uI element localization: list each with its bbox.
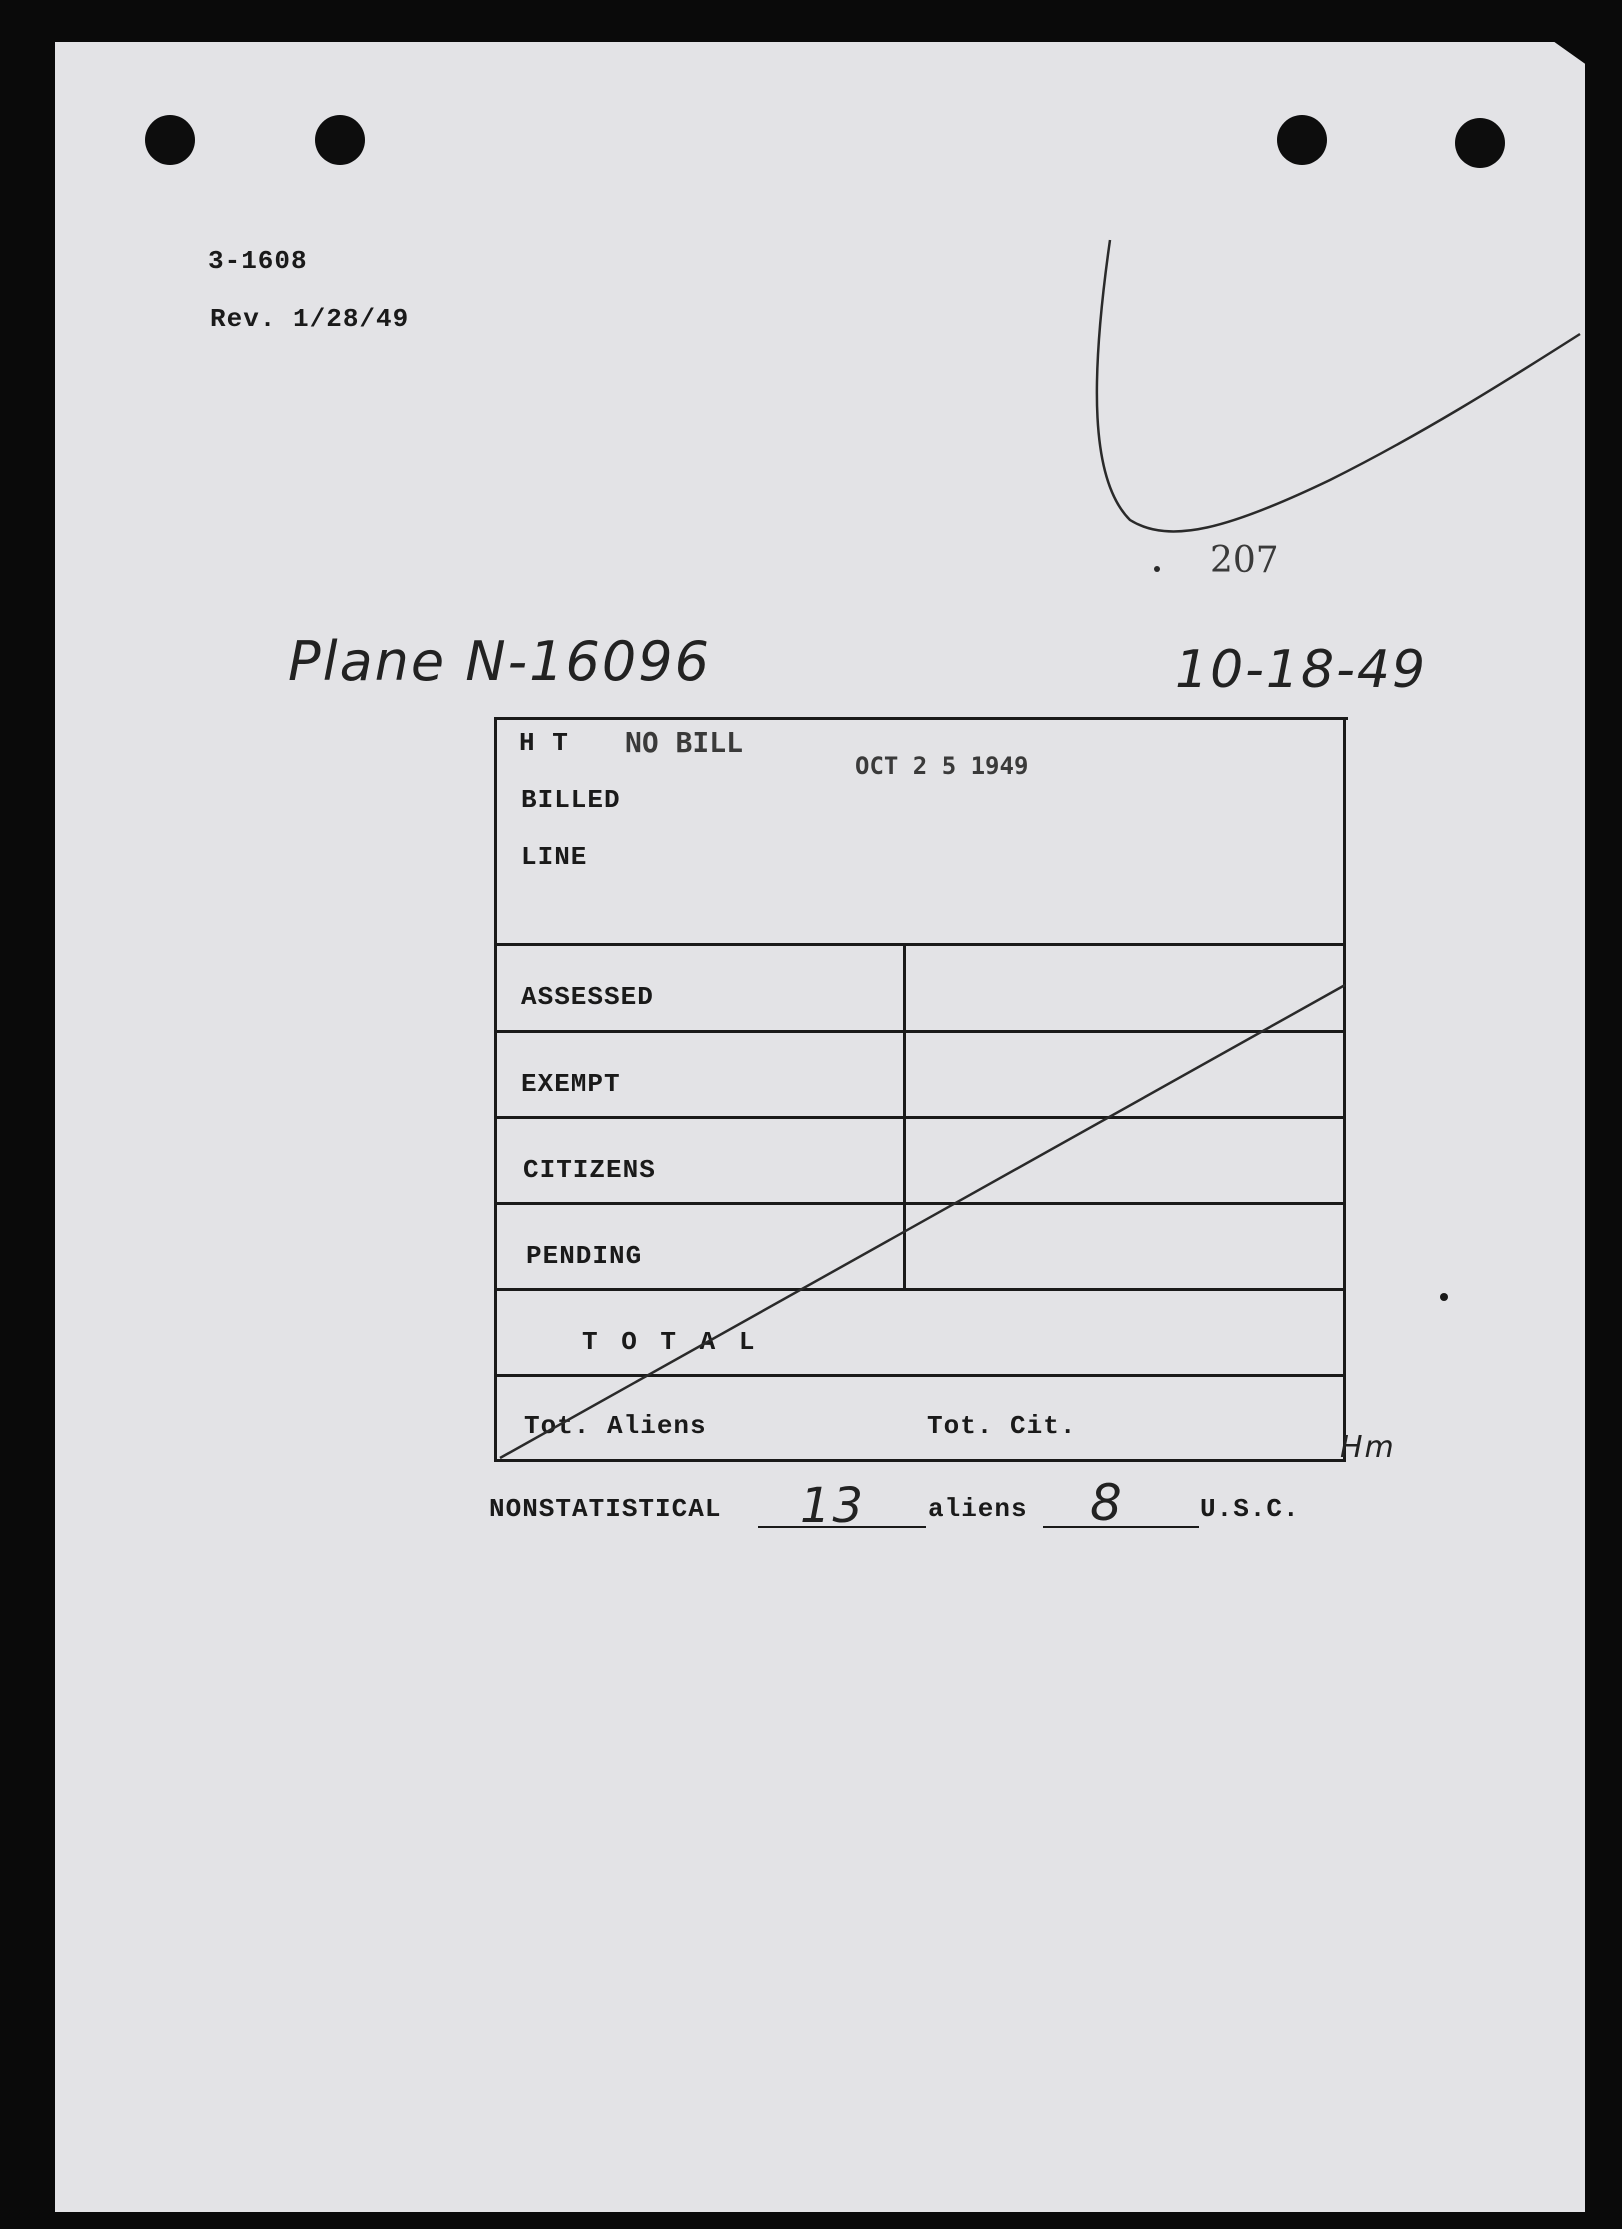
row-label-exempt: EXEMPT <box>521 1069 621 1099</box>
tot-aliens-label: Tot. Aliens <box>524 1411 707 1441</box>
handwritten-vessel: Plane N-16096 <box>288 630 711 693</box>
page-number: 207 <box>1210 540 1279 581</box>
ht-label: H T <box>519 728 569 758</box>
handwritten-initials: Hm <box>1340 1430 1396 1465</box>
pen-curve-mark <box>1097 240 1580 531</box>
form-number: 3-1608 <box>208 246 308 276</box>
aliens-label: aliens <box>928 1494 1028 1524</box>
usc-count-value: 8 <box>1090 1474 1124 1532</box>
nonstatistical-label: NONSTATISTICAL <box>489 1494 722 1524</box>
stray-dot <box>1440 1293 1448 1301</box>
total-label: T O T A L <box>582 1327 759 1357</box>
usc-label: U.S.C. <box>1200 1494 1300 1524</box>
received-date-stamp: OCT 2 5 1949 <box>855 752 1029 780</box>
tot-cit-label: Tot. Cit. <box>927 1411 1077 1441</box>
row-label-citizens: CITIZENS <box>523 1155 656 1185</box>
billed-label: BILLED <box>521 785 621 815</box>
row-label-assessed: ASSESSED <box>521 982 654 1012</box>
no-bill-stamp: NO BILL <box>625 726 744 759</box>
form-revision: Rev. 1/28/49 <box>210 304 410 334</box>
aliens-count-value: 13 <box>800 1478 866 1534</box>
tick-mark <box>1154 566 1160 572</box>
cancel-diagonal-line <box>500 985 1345 1458</box>
handwritten-date: 10-18-49 <box>1175 640 1428 700</box>
row-label-pending: PENDING <box>526 1241 643 1271</box>
line-label: LINE <box>521 842 588 872</box>
